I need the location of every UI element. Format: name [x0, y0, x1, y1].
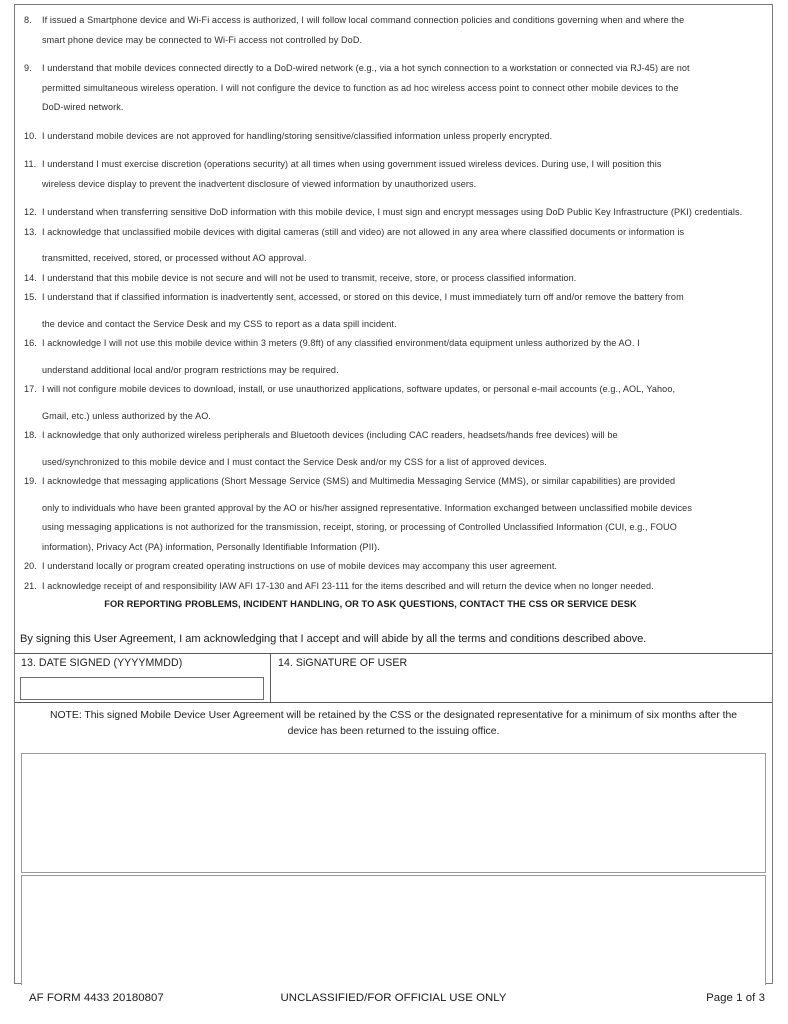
- clause-number: 14.: [24, 272, 37, 283]
- clause-number: 13.: [24, 226, 37, 237]
- clause-number: 21.: [24, 580, 37, 591]
- signature-of-user-cell[interactable]: [271, 654, 772, 702]
- clause-line: If issued a Smartphone device and Wi-Fi access is authorized, I will follow local command connection policies and conditions governing when and where the: [42, 15, 685, 25]
- signature-row: [15, 653, 772, 703]
- clause-body: [42, 11, 764, 50]
- clause-item: [23, 426, 764, 472]
- clause-body: [42, 269, 764, 289]
- document-frame: [14, 4, 773, 984]
- clause-line: wireless device display to prevent the inadvertent disclosure of viewed information by unauthorized users.: [42, 178, 477, 189]
- clause-line: I understand mobile devices are not approved for handling/storing sensitive/classified information unless properly encrypted.: [42, 130, 553, 141]
- clause-body: [42, 380, 764, 426]
- clause-line: I acknowledge I will not use this mobile device within 3 meters (9.8ft) of any classified environment/data equipment unless authorized by the AO. I: [42, 338, 640, 348]
- classification-banner: UNCLASSIFIED/FOR OFFICIAL USE ONLY: [280, 992, 507, 1004]
- clause-line: the device and contact the Service Desk and my CSS to report as a data spill incident.: [42, 318, 397, 329]
- clause-item: [23, 288, 764, 334]
- reporting-notice: FOR REPORTING PROBLEMS, INCIDENT HANDLING, OR TO ASK QUESTIONS, CONTACT THE CSS OR SERVICE DESK: [104, 599, 637, 609]
- clause-line: DoD-wired network.: [42, 102, 124, 112]
- clause-line: I acknowledge receipt of and responsibility IAW AFI 17-130 and AFI 23-111 for the items described and will return the device when no longer needed.: [42, 580, 654, 591]
- clause-number: 9.: [24, 63, 32, 73]
- clause-number: 12.: [24, 207, 37, 217]
- clause-line: I understand that mobile devices connected directly to a DoD-wired network (e.g., via a hot synch connection to a workstation or connected via RJ-45) are not: [42, 63, 690, 73]
- terms-list: [15, 5, 772, 609]
- clause-number: 18.: [24, 430, 37, 440]
- clause-line: Gmail, etc.) unless authorized by the AO.: [42, 410, 212, 421]
- retention-note-line-2: months after the device has been returned to the issuing office.: [287, 710, 738, 737]
- signature-of-user-label: 14. SiGNATURE OF USER: [278, 657, 408, 669]
- clause-body: [42, 288, 764, 334]
- clause-line: I understand I must exercise discretion (operations security) at all times when using government issued wireless devices. During use, I will position this: [42, 159, 662, 169]
- clause-number: 17.: [24, 384, 37, 394]
- clause-line: permitted simultaneous wireless operation. I will not configure the device to function as ad hoc wireless access point to connect other mobile devices to the: [42, 82, 679, 93]
- clause-line: used/synchronized to this mobile device and I must contact the Service Desk and/or my CSS for a list of approved devices.: [42, 456, 547, 467]
- date-signed-label: 13. DATE SIGNED (YYYYMMDD): [21, 657, 183, 669]
- clause-line: using messaging applications is not authorized for the transmission, receipt, storing, or processing of Controlled Unclassified Information (CUI, e.g., FOUO: [42, 522, 677, 532]
- signing-statement: By signing this User Agreement, I am acknowledging that I accept and will abide by all the terms and conditions described above.: [20, 633, 647, 645]
- clause-line: I acknowledge that only authorized wireless peripherals and Bluetooth devices (including CAC readers, headsets/hands free devices) will be: [42, 430, 618, 440]
- clause-item: [23, 557, 764, 577]
- clause-number: 8.: [24, 15, 32, 25]
- clause-number: 19.: [24, 476, 37, 486]
- clause-body: [42, 577, 764, 597]
- clause-number: 16.: [24, 338, 37, 348]
- clause-body: [42, 426, 764, 472]
- clause-line: only to individuals who have been granted approval by the AO or his/her assigned representative. Information exchanged between unclassified mobile devices: [42, 502, 692, 513]
- page-footer: [14, 992, 773, 1014]
- clause-body: [42, 127, 764, 147]
- clause-item: [23, 269, 764, 289]
- form-identifier: AF FORM 4433 20180807: [29, 992, 164, 1004]
- blank-area-upper[interactable]: [21, 753, 766, 873]
- clause-item: [23, 223, 764, 269]
- retention-note-line-1: NOTE: This signed Mobile Device User Agreement will be retained by the CSS or the designated representative for a minimum of six: [49, 710, 660, 721]
- clause-item: [23, 203, 764, 223]
- clause-line: I understand that this mobile device is not secure and will not be used to transmit, receive, store, or process classified information.: [42, 272, 577, 283]
- date-signed-cell: [15, 654, 271, 702]
- clause-body: [42, 223, 764, 269]
- clause-body: [42, 334, 764, 380]
- clause-body: [42, 155, 764, 194]
- clause-item: [23, 11, 764, 50]
- clause-item: [23, 127, 764, 147]
- clause-line: transmitted, received, stored, or processed without AO approval.: [42, 253, 307, 263]
- clause-body: [42, 557, 764, 577]
- clause-number: 15.: [24, 292, 37, 302]
- clause-item: [23, 380, 764, 426]
- clause-line: I understand when transferring sensitive DoD information with this mobile device, I must sign and encrypt messages using DoD Public Key Infrastructure (PKI) credentials.: [42, 207, 743, 217]
- clause-line: information), Privacy Act (PA) information, Personally Identifiable Information (PII).: [42, 541, 380, 552]
- clause-line: I understand that if classified information is inadvertently sent, accessed, or stored on this device, I must immediately turn off and/or remove the battery from: [42, 292, 684, 302]
- clause-line: smart phone device may be connected to Wi-Fi access not controlled by DoD.: [42, 34, 363, 45]
- clause-number: 11.: [24, 159, 37, 169]
- clause-item: [23, 155, 764, 194]
- retention-note: [15, 703, 772, 749]
- clause-item: [23, 59, 764, 118]
- clause-line: I will not configure mobile devices to download, install, or use unauthorized applications, software updates, or personal e-mail accounts (e.g., AOL, Yahoo,: [42, 384, 676, 394]
- clause-item: [23, 334, 764, 380]
- clause-item: [23, 577, 764, 597]
- clause-number: 10.: [24, 130, 37, 141]
- blank-area-lower[interactable]: [21, 875, 766, 985]
- page-indicator: Page 1 of 3: [706, 992, 765, 1004]
- clause-line: understand additional local and/or program restrictions may be required.: [42, 364, 339, 375]
- clause-body: [42, 203, 764, 223]
- clause-body: [42, 59, 764, 118]
- clause-line: I acknowledge that messaging applications (Short Message Service (SMS) and Multimedia Messaging Service (MMS), or similar capabilities) are provided: [42, 476, 676, 486]
- clause-body: [42, 472, 764, 557]
- clause-line: I understand locally or program created operating instructions on use of mobile devices may accompany this user agreement.: [42, 561, 558, 571]
- date-signed-input[interactable]: [20, 677, 264, 700]
- clause-line: I acknowledge that unclassified mobile devices with digital cameras (still and video) are not allowed in any area where classified documents or information is: [42, 226, 685, 237]
- clause-number: 20.: [24, 561, 37, 571]
- clause-item: [23, 472, 764, 557]
